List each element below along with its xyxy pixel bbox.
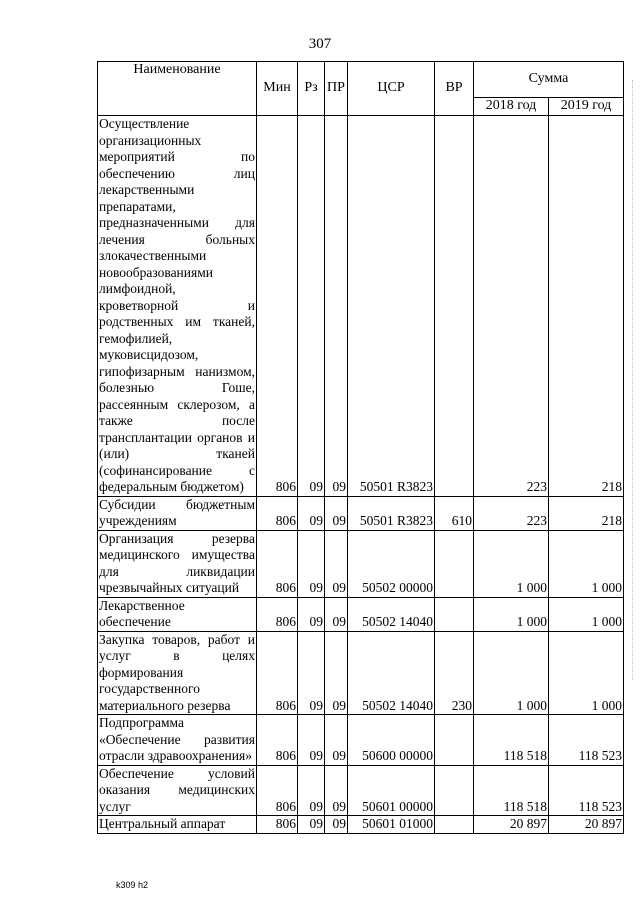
row-rz: 09	[298, 530, 325, 597]
row-min: 806	[257, 816, 298, 834]
row-name: Субсидии бюджетным учреждениям	[99, 496, 255, 528]
row-rz: 09	[298, 496, 325, 530]
row-pr: 09	[325, 530, 348, 597]
row-vr	[435, 530, 474, 597]
row-min: 806	[257, 715, 298, 766]
row-min: 806	[257, 116, 298, 497]
row-rz: 09	[298, 816, 325, 834]
row-csr: 50501 R3823	[348, 116, 435, 497]
header-rz: Рз	[298, 62, 325, 116]
row-csr: 50601 00000	[348, 765, 435, 816]
row-csr: 50501 R3823	[348, 496, 435, 530]
row-min: 806	[257, 765, 298, 816]
row-name: Осуществление организационных мероприятий по обеспечению лиц лекарственными препаратами, предназначенными для лечения больных злокачественными новообразованиями лимфоидной, кроветворной и родственных им тканей, гемофилией, муковисцидозом, гипофизарным нанизмом, болезнью Гоше, рассеянным склерозом, а также после трансплантации органов и (или) тканей (софинансирование с федеральным бюджетом)	[99, 116, 255, 494]
row-sum-2019: 118 523	[549, 765, 624, 816]
row-csr: 50502 14040	[348, 597, 435, 631]
row-rz: 09	[298, 631, 325, 715]
row-csr: 50601 01000	[348, 816, 435, 834]
row-csr: 50502 00000	[348, 530, 435, 597]
table-row	[98, 116, 624, 497]
row-sum-2018: 118 518	[474, 765, 549, 816]
row-rz: 09	[298, 765, 325, 816]
row-rz: 09	[298, 116, 325, 497]
row-sum-2019: 218	[549, 116, 624, 497]
table-row	[98, 816, 624, 834]
header-2019: 2019 год	[549, 98, 624, 116]
row-vr	[435, 715, 474, 766]
header-sum: Сумма	[474, 62, 624, 98]
header-vr: ВР	[435, 62, 474, 116]
row-name: Организация резерва медицинского имущества для ликвидации чрезвычайных ситуаций	[99, 530, 255, 595]
row-sum-2018: 118 518	[474, 715, 549, 766]
header-name: Наименование	[98, 62, 257, 116]
row-pr: 09	[325, 496, 348, 530]
row-sum-2019: 118 523	[549, 715, 624, 766]
row-sum-2019: 1 000	[549, 631, 624, 715]
row-name: Закупка товаров, работ и услуг в целях формирования государственного материального резерва	[99, 631, 255, 713]
table-row	[98, 715, 624, 766]
table-row	[98, 597, 624, 631]
row-name: Лекарственное обеспечение	[98, 597, 257, 631]
row-pr: 09	[325, 116, 348, 497]
row-csr: 50502 14040	[348, 631, 435, 715]
row-vr: 230	[435, 631, 474, 715]
row-sum-2019: 20 897	[549, 816, 624, 834]
row-rz: 09	[298, 597, 325, 631]
table-row	[98, 496, 624, 530]
row-pr: 09	[325, 765, 348, 816]
header-csr: ЦСР	[348, 62, 435, 116]
row-rz: 09	[298, 715, 325, 766]
table-row	[98, 631, 624, 715]
row-pr: 09	[325, 631, 348, 715]
budget-table	[97, 61, 624, 834]
row-sum-2018: 1 000	[474, 597, 549, 631]
row-sum-2018: 1 000	[474, 631, 549, 715]
row-pr: 09	[325, 816, 348, 834]
row-sum-2018: 223	[474, 496, 549, 530]
header-pr: ПР	[325, 62, 348, 116]
row-name: Центральный аппарат	[98, 816, 257, 834]
header-2018: 2018 год	[474, 98, 549, 116]
row-name: Обеспечение условий оказания медицинских услуг	[99, 765, 255, 814]
row-min: 806	[257, 530, 298, 597]
row-sum-2018: 1 000	[474, 530, 549, 597]
table-row	[98, 530, 624, 597]
row-sum-2019: 218	[549, 496, 624, 530]
row-min: 806	[257, 631, 298, 715]
row-sum-2018: 20 897	[474, 816, 549, 834]
row-vr	[435, 816, 474, 834]
page-number: 307	[308, 36, 332, 52]
row-pr: 09	[325, 715, 348, 766]
row-min: 806	[257, 496, 298, 530]
row-csr: 50600 00000	[348, 715, 435, 766]
row-name: Подпрограмма «Обеспечение развития отрасли здравоохранения»	[99, 715, 255, 763]
row-vr	[435, 765, 474, 816]
row-vr	[435, 597, 474, 631]
header-min: Мин	[257, 62, 298, 116]
row-min: 806	[257, 597, 298, 631]
row-vr: 610	[435, 496, 474, 530]
row-pr: 09	[325, 597, 348, 631]
row-vr	[435, 116, 474, 497]
margin-dots	[632, 80, 637, 680]
footer-code: k309 h2	[116, 880, 149, 890]
row-sum-2019: 1 000	[549, 530, 624, 597]
row-sum-2018: 223	[474, 116, 549, 497]
row-sum-2019: 1 000	[549, 597, 624, 631]
table-row	[98, 765, 624, 816]
